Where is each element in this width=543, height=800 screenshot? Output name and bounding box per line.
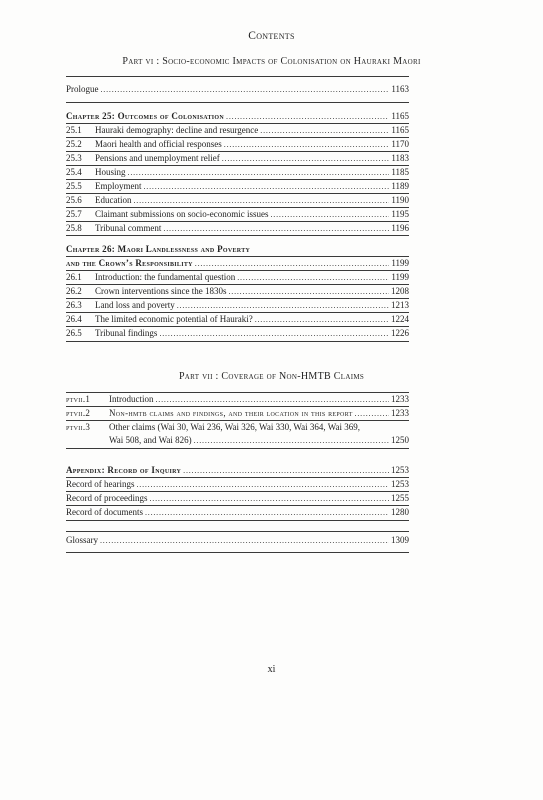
divider	[66, 102, 409, 103]
toc-entry[interactable]	[66, 393, 409, 406]
section-number: 25.7	[66, 209, 82, 219]
dot-leader	[128, 166, 390, 179]
toc-entry-appendix[interactable]	[66, 464, 409, 477]
divider	[66, 520, 409, 521]
dot-leader	[226, 110, 389, 123]
section-number: 26.2	[66, 286, 82, 296]
entry-page: 1280	[391, 507, 409, 517]
dot-leader	[159, 327, 389, 340]
toc-entry-chapter-25[interactable]	[66, 110, 409, 123]
dot-leader	[237, 271, 389, 284]
entry-page: 1163	[391, 84, 409, 94]
dot-leader	[100, 534, 389, 547]
toc-entry[interactable]	[66, 124, 409, 137]
entry-page: 1190	[391, 195, 409, 205]
dot-leader	[222, 152, 390, 165]
section-number: 25.1	[66, 125, 82, 135]
section-number: ptvii.1	[66, 394, 91, 404]
entry-title: Claimant submissions on socio-economic issues	[95, 209, 269, 219]
dot-leader	[183, 464, 389, 477]
section-number: ptvii.3	[66, 422, 91, 432]
contents-heading: Contents	[248, 30, 295, 42]
divider	[66, 76, 409, 77]
toc-entry[interactable]	[66, 208, 409, 221]
toc-entry[interactable]	[66, 407, 409, 420]
entry-page: 1233	[391, 408, 409, 418]
entry-page: 1253	[391, 465, 409, 475]
entry-page: 1195	[391, 209, 409, 219]
toc-entry-chapter-26[interactable]	[66, 257, 409, 270]
entry-page: 1199	[391, 258, 409, 268]
entry-page: 1233	[391, 394, 409, 404]
toc-entry[interactable]	[66, 166, 409, 179]
entry-title: Crown interventions since the 1830s	[95, 286, 227, 296]
section-number: 25.8	[66, 223, 82, 233]
section-number: 25.2	[66, 139, 82, 149]
entry-page: 1213	[391, 300, 409, 310]
entry-title: Hauraki demography: decline and resurgence	[95, 125, 259, 135]
dot-leader	[177, 299, 389, 312]
entry-page: 1226	[391, 328, 409, 338]
entry-title: Introduction: the fundamental question	[95, 272, 236, 282]
toc-entry[interactable]	[66, 299, 409, 312]
section-number: 26.4	[66, 314, 82, 324]
toc-entry-chapter-26-line1[interactable]	[66, 243, 409, 256]
entry-title: The limited economic potential of Hauraki?	[95, 314, 253, 324]
dot-leader	[260, 124, 389, 137]
dot-leader	[224, 138, 390, 151]
section-number: 25.3	[66, 153, 82, 163]
entry-page: 1199	[391, 272, 409, 282]
section-number: 25.6	[66, 195, 82, 205]
chapter-title-cont: and the Crown’s Responsibility	[66, 258, 193, 268]
entry-title: Introduction	[109, 394, 154, 404]
dot-leader	[355, 407, 389, 420]
entry-title: Other claims (Wai 30, Wai 236, Wai 326, Wai 330, Wai 364, Wai 369,	[109, 422, 361, 432]
toc-entry[interactable]	[66, 313, 409, 326]
section-number: ptvii.2	[66, 408, 91, 418]
dot-leader	[163, 222, 389, 235]
divider	[66, 448, 409, 449]
dot-leader	[144, 180, 390, 193]
entry-title: Tribunal findings	[95, 328, 158, 338]
toc-entry[interactable]	[66, 194, 409, 207]
section-number: 26.5	[66, 328, 82, 338]
toc-entry[interactable]	[66, 506, 409, 519]
entry-title: Record of documents	[66, 507, 143, 517]
entry-page: 1185	[391, 167, 409, 177]
toc-entry[interactable]	[66, 327, 409, 340]
entry-title: Housing	[95, 167, 126, 177]
toc-entry-glossary[interactable]	[66, 534, 409, 547]
page-number: xi	[267, 664, 276, 675]
toc-entry[interactable]	[66, 180, 409, 193]
appendix-title: Appendix: Record of Inquiry	[66, 465, 182, 475]
section-number: 26.1	[66, 272, 82, 282]
entry-page: 1196	[391, 223, 409, 233]
entry-title: Prologue	[66, 84, 99, 94]
chapter-title: Chapter 25: Outcomes of Colonisation	[66, 111, 225, 121]
toc-entry[interactable]	[66, 271, 409, 284]
toc-entry[interactable]	[66, 421, 409, 434]
entry-page: 1189	[391, 181, 409, 191]
section-number: 26.3	[66, 300, 82, 310]
dot-leader	[228, 285, 389, 298]
divider	[66, 235, 409, 236]
dot-leader	[156, 393, 390, 406]
entry-page: 1224	[391, 314, 409, 324]
entry-title: Land loss and poverty	[95, 300, 175, 310]
dot-leader	[149, 492, 389, 505]
section-number: 25.4	[66, 167, 82, 177]
dot-leader	[134, 194, 390, 207]
chapter-title: Chapter 26: Maori Landlessness and Poverty	[66, 244, 251, 254]
dot-leader	[194, 434, 389, 447]
dot-leader	[255, 313, 389, 326]
toc-entry[interactable]	[66, 152, 409, 165]
entry-page: 1208	[391, 286, 409, 296]
part-vi-heading: Part vi : Socio-economic Impacts of Colonisation on Hauraki Maori	[122, 56, 421, 67]
entry-title: Maori health and official responses	[95, 139, 222, 149]
entry-page: 1183	[391, 153, 409, 163]
divider	[66, 552, 409, 553]
toc-entry-cont[interactable]	[109, 434, 409, 447]
entry-page: 1255	[391, 493, 409, 503]
entry-title-cont: Wai 508, and Wai 826)	[109, 435, 192, 445]
dot-leader	[136, 478, 389, 491]
entry-title: Record of proceedings	[66, 493, 148, 503]
toc-entry-prologue[interactable]	[66, 83, 409, 96]
entry-page: 1165	[391, 111, 409, 121]
entry-title: Non-hmtb claims and findings, and their location in this report	[109, 408, 353, 418]
toc-entry[interactable]	[66, 222, 409, 235]
toc-entry[interactable]	[66, 138, 409, 151]
entry-title: Glossary	[66, 535, 98, 545]
dot-leader	[101, 83, 390, 96]
toc-entry[interactable]	[66, 285, 409, 298]
entry-title: Tribunal comment	[95, 223, 162, 233]
entry-title: Employment	[95, 181, 142, 191]
dot-leader	[271, 208, 390, 221]
entry-title: Pensions and unemployment relief	[95, 153, 220, 163]
entry-page: 1165	[391, 125, 409, 135]
toc-entry[interactable]	[66, 478, 409, 491]
entry-page: 1170	[391, 139, 409, 149]
entry-title: Record of hearings	[66, 479, 135, 489]
part-vii-heading: Part vii : Coverage of Non-HMTB Claims	[178, 371, 365, 382]
toc-entry[interactable]	[66, 492, 409, 505]
section-number: 25.5	[66, 181, 82, 191]
divider	[66, 531, 409, 532]
dot-leader	[145, 506, 389, 519]
entry-title: Education	[95, 195, 132, 205]
entry-page: 1250	[391, 435, 409, 445]
entry-page: 1253	[391, 479, 409, 489]
divider	[66, 341, 409, 342]
dot-leader	[195, 257, 390, 270]
entry-page: 1309	[391, 535, 409, 545]
